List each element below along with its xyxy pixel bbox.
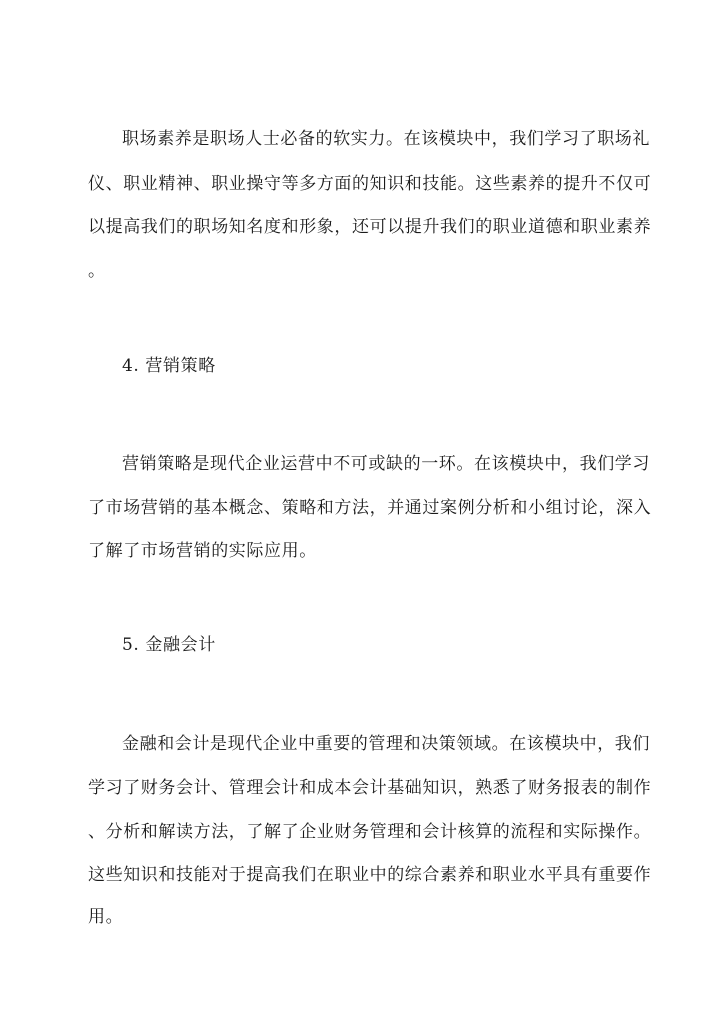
paragraph-line: 这些知识和技能对于提高我们在职业中的综合素养和职业水平具有重要作 [88,865,652,885]
paragraph-line: 职场素养是职场人士必备的软实力。在该模块中，我们学习了职场礼 [122,129,650,149]
paragraph-line: 学习了财务会计、管理会计和成本会计基础知识，熟悉了财务报表的制作 [88,778,652,798]
paragraph-line: 金融和会计是现代企业中重要的管理和决策领域。在该模块中，我们 [122,734,650,754]
section-heading-marketing: 4. 营销策略 [122,356,216,376]
paragraph-line: 仪、职业精神、职业操守等多方面的知识和技能。这些素养的提升不仅可 [88,174,652,194]
paragraph-line: 了市场营销的基本概念、策略和方法，并通过案例分析和小组讨论，深入 [88,498,652,518]
paragraph-line: 以提高我们的职场知名度和形象，还可以提升我们的职业道德和职业素养 [88,217,652,237]
section-heading-finance: 5. 金融会计 [122,635,216,655]
paragraph-line: 营销策略是现代企业运营中不可或缺的一环。在该模块中，我们学习 [122,454,650,474]
paragraph-line: 、分析和解读方法，了解了企业财务管理和会计核算的流程和实际操作。 [88,822,652,842]
paragraph-line: 用。 [88,907,124,927]
paragraph-line: 。 [88,261,106,281]
paragraph-line: 了解了市场营销的实际应用。 [88,541,317,561]
